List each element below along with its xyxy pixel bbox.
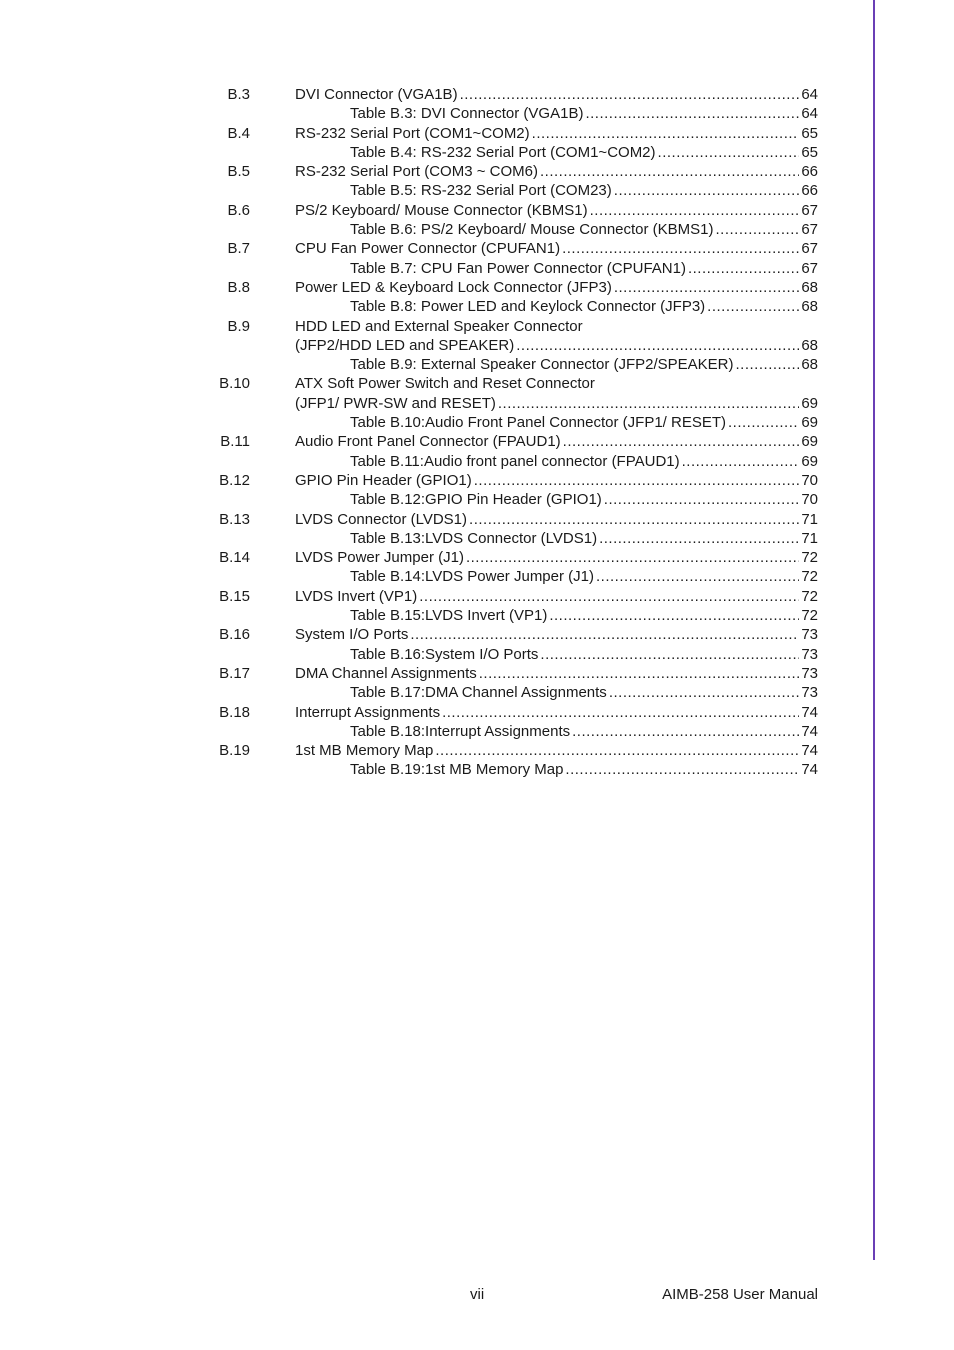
dot-leader (435, 741, 799, 760)
page-ref: 68 (801, 298, 818, 316)
page-ref: 71 (801, 510, 818, 528)
dot-leader (419, 587, 799, 606)
toc-row (0, 124, 954, 143)
toc-table-entry[interactable] (350, 645, 818, 664)
toc-table-entry[interactable] (350, 220, 818, 239)
toc-table-entry[interactable] (350, 452, 818, 471)
toc-row (0, 510, 954, 529)
page-ref: 72 (801, 607, 818, 625)
page-ref: 73 (801, 626, 818, 644)
toc-row (0, 471, 954, 490)
page-ref: 69 (801, 433, 818, 451)
toc-section-entry[interactable] (295, 124, 818, 143)
toc-row (0, 452, 954, 471)
entry-label: Table B.18:Interrupt Assignments (350, 722, 571, 740)
toc-row (0, 336, 954, 355)
toc-table-entry[interactable] (350, 722, 818, 741)
page-ref: 68 (801, 336, 818, 354)
page-ref: 67 (801, 259, 818, 277)
toc-table-entry[interactable] (350, 413, 818, 432)
entry-label: Interrupt Assignments (295, 703, 441, 721)
entry-label: Table B.11:Audio front panel connector (FPAUD1) (350, 452, 680, 470)
toc-row (0, 143, 954, 162)
section-number: B.11 (220, 433, 250, 451)
dot-leader (565, 760, 799, 779)
section-number: B.13 (219, 510, 250, 528)
dot-leader (596, 567, 799, 586)
section-number: B.9 (227, 317, 250, 335)
dot-leader (410, 625, 799, 644)
toc-table-entry[interactable] (350, 606, 818, 625)
toc-row (0, 317, 954, 336)
toc-row (0, 760, 954, 779)
entry-label: Table B.6: PS/2 Keyboard/ Mouse Connector (KBMS1) (350, 221, 714, 239)
entry-label: (JFP1/ PWR-SW and RESET) (295, 394, 496, 412)
page-number: vii (470, 1286, 485, 1303)
toc-row (0, 85, 954, 104)
page-ref: 67 (801, 240, 818, 258)
toc-section-entry[interactable] (295, 85, 818, 104)
entry-label: Table B.15:LVDS Invert (VP1) (350, 607, 548, 625)
dot-leader (599, 529, 799, 548)
toc-section-entry[interactable] (295, 374, 595, 393)
toc-table-entry[interactable] (350, 490, 818, 509)
dot-leader (716, 220, 800, 239)
entry-label: LVDS Connector (LVDS1) (295, 510, 468, 528)
toc-row (0, 239, 954, 258)
entry-label: CPU Fan Power Connector (CPUFAN1) (295, 240, 561, 258)
page-ref: 64 (801, 86, 818, 103)
toc-table-entry[interactable] (350, 143, 818, 162)
toc-row (0, 220, 954, 239)
table-of-contents (0, 85, 954, 780)
toc-table-entry[interactable] (350, 104, 818, 123)
dot-leader (562, 239, 799, 258)
toc-row (0, 432, 954, 451)
toc-section-entry[interactable] (295, 587, 818, 606)
page-ref: 74 (801, 742, 818, 760)
entry-label: Audio Front Panel Connector (FPAUD1) (295, 433, 561, 451)
toc-section-entry[interactable] (295, 510, 818, 529)
toc-section-entry[interactable] (295, 162, 818, 181)
page-ref: 66 (801, 182, 818, 200)
toc-section-entry[interactable] (295, 394, 818, 413)
section-number: B.5 (227, 163, 250, 181)
dot-leader (469, 510, 799, 529)
dot-leader (658, 143, 800, 162)
toc-section-entry[interactable] (295, 471, 818, 490)
toc-row (0, 722, 954, 741)
page-ref: 72 (801, 587, 818, 605)
page-ref: 74 (801, 703, 818, 721)
page-ref: 67 (801, 221, 818, 239)
toc-table-entry[interactable] (350, 567, 818, 586)
entry-label: Table B.17:DMA Channel Assignments (350, 684, 607, 702)
entry-label: (JFP2/HDD LED and SPEAKER) (295, 336, 515, 354)
dot-leader (460, 85, 800, 104)
entry-label: Table B.10:Audio Front Panel Connector (JFP1/ RESET) (350, 414, 727, 432)
toc-row (0, 645, 954, 664)
toc-section-entry[interactable] (295, 741, 818, 760)
entry-label: System I/O Ports (295, 626, 409, 644)
dot-leader (707, 297, 799, 316)
entry-label: GPIO Pin Header (GPIO1) (295, 471, 472, 489)
toc-section-entry[interactable] (295, 625, 818, 644)
section-number: B.18 (219, 703, 250, 721)
page-ref: 73 (801, 664, 818, 682)
section-number: B.19 (219, 742, 250, 760)
toc-table-entry[interactable] (350, 297, 818, 316)
toc-table-entry[interactable] (350, 529, 818, 548)
toc-section-entry[interactable] (295, 239, 818, 258)
entry-label: Table B.14:LVDS Power Jumper (J1) (350, 568, 594, 586)
page-ref: 68 (801, 278, 818, 296)
page-ref: 70 (801, 471, 818, 489)
entry-label: Table B.7: CPU Fan Power Connector (CPUFAN1) (350, 259, 686, 277)
toc-row (0, 567, 954, 586)
entry-label: Table B.13:LVDS Connector (LVDS1) (350, 529, 598, 547)
manual-title: AIMB-258 User Manual (662, 1286, 818, 1303)
page-ref: 73 (801, 645, 818, 663)
dot-leader (442, 703, 799, 722)
entry-label: Table B.19:1st MB Memory Map (350, 761, 564, 779)
toc-section-entry[interactable] (295, 317, 583, 336)
dot-leader (590, 201, 800, 220)
dot-leader (549, 606, 799, 625)
toc-row (0, 374, 954, 393)
toc-row (0, 104, 954, 123)
toc-row (0, 259, 954, 278)
page-ref: 65 (801, 124, 818, 142)
toc-section-entry[interactable] (295, 278, 818, 297)
dot-leader (540, 162, 799, 181)
toc-table-entry[interactable] (350, 683, 818, 702)
toc-row (0, 703, 954, 722)
section-number: B.16 (219, 626, 250, 644)
dot-leader (585, 104, 799, 123)
section-number: B.3 (227, 86, 250, 103)
toc-row (0, 297, 954, 316)
dot-leader (614, 278, 800, 297)
section-number: B.17 (219, 664, 250, 682)
page-ref: 69 (801, 414, 818, 432)
toc-section-entry[interactable] (295, 336, 818, 355)
entry-label: LVDS Invert (VP1) (295, 587, 418, 605)
dot-leader (614, 181, 800, 200)
entry-label: Power LED & Keyboard Lock Connector (JFP3) (295, 278, 612, 296)
entry-label: LVDS Power Jumper (J1) (295, 549, 464, 567)
section-number: B.8 (227, 278, 250, 296)
entry-label: Table B.16:System I/O Ports (350, 645, 539, 663)
section-number: B.14 (219, 549, 250, 567)
toc-row (0, 741, 954, 760)
entry-label: DVI Connector (VGA1B) (295, 86, 458, 103)
entry-label: Table B.9: External Speaker Connector (JFP2/SPEAKER) (350, 356, 734, 374)
toc-row (0, 490, 954, 509)
dot-leader (498, 394, 799, 413)
entry-label: RS-232 Serial Port (COM3 ~ COM6) (295, 163, 538, 181)
dot-leader (516, 336, 799, 355)
dot-leader (736, 355, 800, 374)
section-number: B.15 (219, 587, 250, 605)
toc-row (0, 664, 954, 683)
entry-label: Table B.8: Power LED and Keylock Connector (JFP3) (350, 298, 706, 316)
entry-label: RS-232 Serial Port (COM1~COM2) (295, 124, 530, 142)
toc-row (0, 413, 954, 432)
toc-section-entry[interactable] (295, 201, 818, 220)
section-number: B.6 (227, 201, 250, 219)
page-ref: 69 (801, 452, 818, 470)
page-ref: 64 (801, 105, 818, 123)
section-number: B.10 (219, 375, 250, 393)
dot-leader (474, 471, 800, 490)
entry-label: HDD LED and External Speaker Connector (295, 317, 583, 335)
toc-row (0, 278, 954, 297)
toc-row (0, 181, 954, 200)
toc-table-entry[interactable] (350, 355, 818, 374)
page-ref: 68 (801, 356, 818, 374)
page-ref: 74 (801, 761, 818, 779)
entry-label: Table B.4: RS-232 Serial Port (COM1~COM2) (350, 143, 656, 161)
dot-leader (563, 432, 800, 451)
toc-section-entry[interactable] (295, 548, 818, 567)
toc-section-entry[interactable] (295, 664, 818, 683)
toc-row (0, 548, 954, 567)
toc-row (0, 625, 954, 644)
dot-leader (479, 664, 800, 683)
toc-table-entry[interactable] (350, 259, 818, 278)
dot-leader (688, 259, 799, 278)
section-number: B.7 (227, 240, 250, 258)
dot-leader (609, 683, 800, 702)
toc-section-entry[interactable] (295, 703, 818, 722)
dot-leader (540, 645, 799, 664)
page-ref: 67 (801, 201, 818, 219)
page-ref: 69 (801, 394, 818, 412)
entry-label: 1st MB Memory Map (295, 742, 434, 760)
toc-row (0, 529, 954, 548)
entry-label: Table B.5: RS-232 Serial Port (COM23) (350, 182, 612, 200)
entry-label: DMA Channel Assignments (295, 664, 477, 682)
page-ref: 72 (801, 568, 818, 586)
dot-leader (466, 548, 799, 567)
toc-row (0, 587, 954, 606)
entry-label: Table B.12:GPIO Pin Header (GPIO1) (350, 491, 602, 509)
toc-section-entry[interactable] (295, 432, 818, 451)
page-ref: 65 (801, 143, 818, 161)
dot-leader (604, 490, 800, 509)
toc-table-entry[interactable] (350, 760, 818, 779)
page-ref: 71 (801, 529, 818, 547)
page-ref: 74 (801, 722, 818, 740)
toc-row (0, 683, 954, 702)
toc-row (0, 606, 954, 625)
toc-row (0, 355, 954, 374)
page-ref: 73 (801, 684, 818, 702)
dot-leader (532, 124, 800, 143)
toc-row (0, 394, 954, 413)
page-ref: 72 (801, 549, 818, 567)
dot-leader (682, 452, 800, 471)
toc-row (0, 201, 954, 220)
entry-label: ATX Soft Power Switch and Reset Connector (295, 375, 595, 393)
toc-table-entry[interactable] (350, 181, 818, 200)
page-ref: 70 (801, 491, 818, 509)
section-number: B.12 (219, 471, 250, 489)
toc-row (0, 162, 954, 181)
entry-label: Table B.3: DVI Connector (VGA1B) (350, 105, 584, 123)
dot-leader (728, 413, 799, 432)
entry-label: PS/2 Keyboard/ Mouse Connector (KBMS1) (295, 201, 588, 219)
section-number: B.4 (227, 124, 250, 142)
dot-leader (572, 722, 799, 741)
page-ref: 66 (801, 163, 818, 181)
